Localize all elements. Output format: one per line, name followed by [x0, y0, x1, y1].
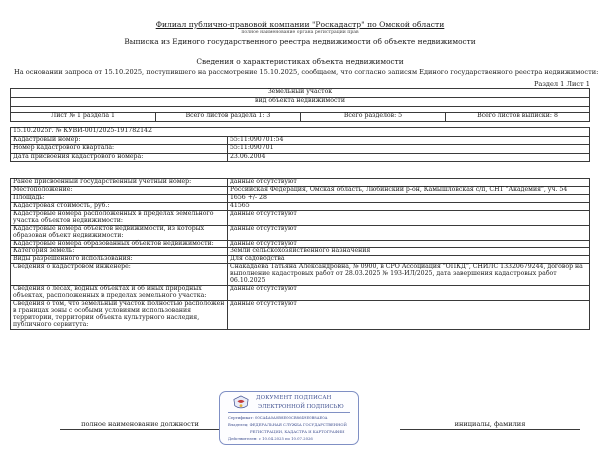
row-label: Категория земель: — [11, 248, 228, 256]
sheets-in-section: Всего листов раздела 1: 3 — [156, 113, 301, 122]
org-caption: полное наименование органа регистрации прав — [241, 30, 359, 35]
stamp-owner-cont: РЕГИСТРАЦИИ, КАДАСТРА И КАРТОГРАФИИ — [250, 429, 345, 434]
stamp-title: ДОКУМЕНТ ПОДПИСАН — [256, 395, 332, 401]
row-label: Кадастровые номера расположенных в пределах земельного участка объектов недвижимости: — [11, 210, 228, 225]
row-value: Российская Федерация, Омская область, Любинский р-он, Камышловская с/п, СНТ "Академия", уч. 54 — [228, 186, 590, 194]
details-table — [10, 178, 590, 330]
row-value: 41565 — [228, 202, 590, 210]
row-value: данные отсутствуют — [228, 286, 590, 301]
section-title: Сведения о характеристиках объекта недвижимости — [196, 57, 404, 66]
table-row — [11, 210, 590, 225]
row-label: Местоположение: — [11, 186, 228, 194]
document-title: Выписка из Единого государственного реестра недвижимости об объекте недвижимости — [124, 37, 476, 46]
stamp-certificate: Сертификат: 00CA4A0A0B8E00CB8649E0B8AE0A — [228, 415, 328, 420]
table-row — [11, 264, 590, 286]
row-label: Сведения о кадастровом инженере: — [11, 264, 228, 286]
table-row — [11, 225, 590, 240]
record-id: 15.10.2025г. № КУВИ-001/2025-191782142 — [11, 128, 590, 137]
row-label: Сведения о том, что земельный участок полностью расположен в границах зоны с особыми условиями использования территории, территории объекта культурного наследия, публичного сервитута: — [11, 301, 228, 330]
name-line — [400, 429, 580, 430]
row-value: Для садоводства — [228, 256, 590, 264]
row-label: Кадастровый номер: — [11, 136, 228, 145]
position-caption: полное наименование должности — [81, 420, 199, 428]
stamp-subtitle: ЭЛЕКТРОННОЙ ПОДПИСЬЮ — [258, 404, 344, 410]
object-type: Земельный участок — [11, 89, 590, 98]
row-label: Сведения о лесах, водных объектах и об иных природных объектах, расположенных в пределах земельного участка: — [11, 286, 228, 301]
cadastral-table — [10, 127, 590, 162]
row-value: данные отсутствуют — [228, 240, 590, 248]
table-row — [11, 286, 590, 301]
row-value: данные отсутствуют — [228, 301, 590, 330]
row-label: Виды разрешенного использования: — [11, 256, 228, 264]
table-row — [11, 145, 590, 154]
row-label: Площадь: — [11, 194, 228, 202]
org-name: Филиал публично-правовой компании "Роскадастр" по Омской области — [155, 20, 445, 29]
table-row — [11, 301, 590, 330]
position-line — [60, 429, 220, 430]
row-label: Номер кадастрового квартала: — [11, 145, 228, 154]
row-value: Земли сельскохозяйственного назначения — [228, 248, 590, 256]
cadastral-quarter: 55:11:090701 — [228, 145, 590, 154]
row-label: Кадастровая стоимость, руб.: — [11, 202, 228, 210]
row-label: Ранее присвоенный государственный учетный номер: — [11, 179, 228, 187]
row-value: данные отсутствуют — [228, 210, 590, 225]
table-row — [11, 186, 590, 194]
row-value: Снакадаева Татьяна Александровна, № 0900, в СРО Ассоциация "ОПКД", СНИЛС 13320679244, договор на выполнение кадастровых работ от 28.03.2025 № 193-ИЛ/2025, дата завершения кадастровых работ 06.10.2025 — [228, 264, 590, 286]
cadastral-number: 55:11:090701:54 — [228, 136, 590, 145]
stamp-owner: Владелец: ФЕДЕРАЛЬНАЯ СЛУЖБА ГОСУДАРСТВЕННОЙ — [228, 422, 347, 427]
row-label: Кадастровые номера объектов недвижимости, из которых образован объект недвижимости: — [11, 225, 228, 240]
rosreestr-emblem-icon — [232, 395, 250, 411]
row-value: 1656 +/- 28 — [228, 194, 590, 202]
object-type-caption: вид объекта недвижимости — [11, 98, 590, 107]
e-signature-stamp — [219, 391, 359, 445]
name-caption: инициалы, фамилия — [454, 420, 526, 428]
stamp-validity: Действителен: с 10.04.2025 по 10.07.2026 — [228, 436, 313, 441]
sheet-number: Лист № 1 раздела 1 — [11, 113, 156, 122]
object-type-table — [10, 88, 590, 122]
stamp-divider — [228, 412, 350, 413]
row-value: данные отсутствуют — [228, 179, 590, 187]
sections-total: Всего разделов: 5 — [301, 113, 446, 122]
row-label: Кадастровые номера образованных объектов недвижимости: — [11, 240, 228, 248]
table-row — [11, 153, 590, 162]
row-label: Дата присвоения кадастрового номера: — [11, 153, 228, 162]
section-sheet-label: Раздел 1 Лист 1 — [533, 80, 590, 88]
intro-text: На основании запроса от 15.10.2025, поступившего на рассмотрение 15.10.2025, сообщаем, что согласно записям Единого государственного реестра недвижимости: — [14, 68, 599, 76]
row-value: данные отсутствуют — [228, 225, 590, 240]
sheets-total: Всего листов выписки: 8 — [446, 113, 590, 122]
assignment-date: 23.06.2004 — [228, 153, 590, 162]
